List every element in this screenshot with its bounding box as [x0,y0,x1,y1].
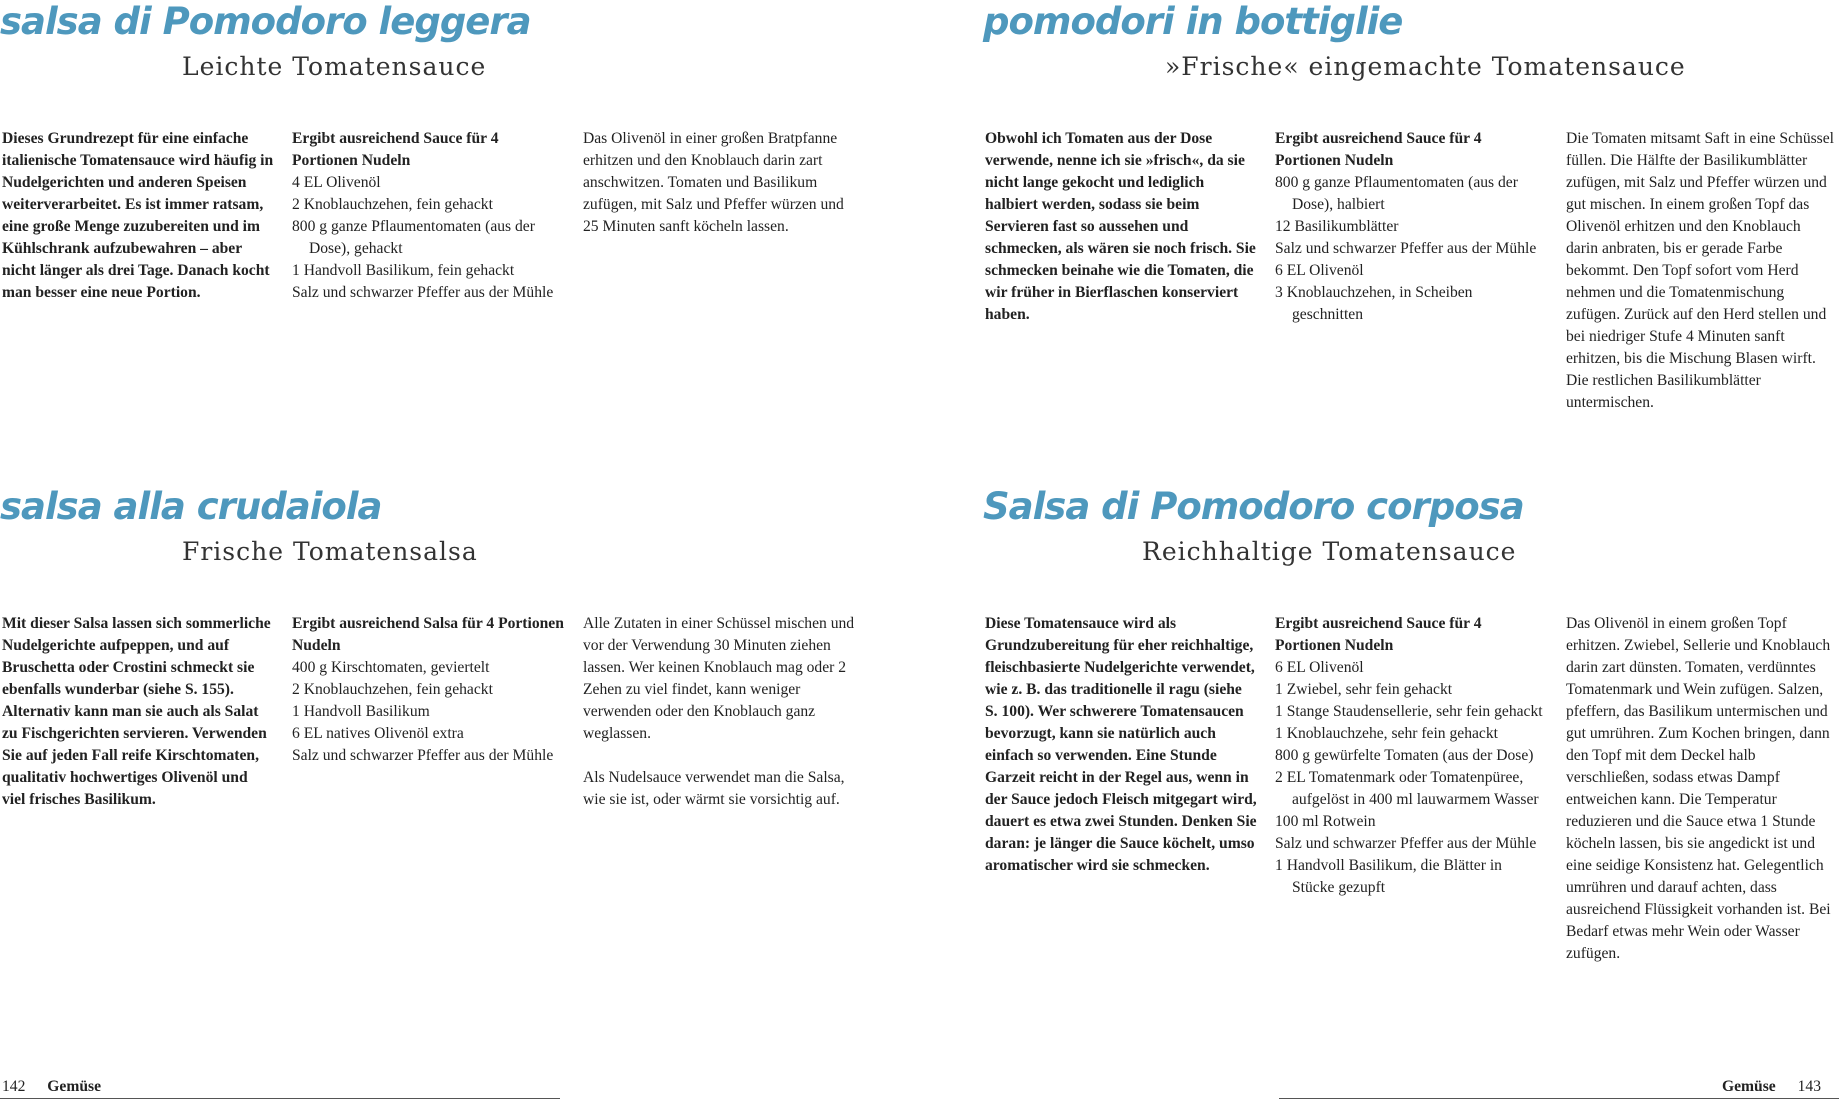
recipe-italian-title: salsa alla crudaiola [0,485,382,528]
section-name-left: Gemüse [47,1078,101,1095]
ingredient: 2 Knoblauchzehen, fein gehackt [292,681,493,698]
method-paragraph: Das Olivenöl in einer großen Bratpfanne erhitzen und den Knoblauch darin zart anschwitzen. Tomaten und Basilikum zufügen, mit Salz und Pfeffer würzen und 25 Minuten sanft köcheln lassen. [583,130,844,235]
ingredient: 1 Handvoll Basilikum, fein gehackt [292,262,515,279]
recipe-ingredients [1275,613,1547,899]
ingredient: 800 g gewürfelte Tomaten (aus der Dose) [1275,747,1534,764]
recipe-ingredients [292,613,564,767]
ingredient: 100 ml Rotwein [1275,813,1376,830]
footer-rule-left [0,1098,560,1099]
recipe-german-title: Frische Tomatensalsa [182,537,478,566]
ingredient: 400 g Kirschtomaten, geviertelt [292,659,490,676]
ingredient: 2 Knoblauchzehen, fein gehackt [292,196,493,213]
footer-rule-right [1279,1098,1839,1099]
recipe-german-title: Reichhaltige Tomatensauce [1142,537,1517,566]
ingredient: Salz und schwarzer Pfeffer aus der Mühle [1275,835,1537,852]
recipe-yield: Ergibt ausreichend Salsa für 4 Portionen Nudeln [292,615,564,654]
recipe-method [1566,613,1834,987]
recipe-italian-title: Salsa di Pomodoro corposa [983,485,1524,528]
ingredient: 1 Handvoll Basilikum [292,703,430,720]
ingredient: 4 EL Olivenöl [292,174,381,191]
recipe-intro: Diese Tomatensauce wird als Grundzubereitung für eher reichhaltige, fleischbasierte Nudelgerichte verwendet, wie z. B. das traditionelle il ragu (siehe S. 100). Wer schwerere Tomatensaucen bevorzugt, kann sie natürlich auch einfach so verwenden. Eine Stunde Garzeit reicht in der Regel aus, wenn in der Sauce jedoch Fleisch mitgegart wird, dauert es etwa zwei Stunden. Denken Sie daran: je länger die Sauce köchelt, umso aromatischer wird sie schmecken. [985,615,1257,874]
recipe-4 [983,485,1839,1005]
recipe-method [583,613,855,833]
recipe-intro: Dieses Grundrezept für eine einfache italienische Tomatensauce wird häufig in Nudelgerichten und anderen Speisen weiterverarbeitet. Es ist immer ratsam, eine große Menge zuzubereiten und im Kühlschrank aufzubewahren – aber nicht länger als drei Tage. Danach kocht man besser eine neue Portion. [2,130,274,301]
ingredient: Salz und schwarzer Pfeffer aus der Mühle [292,284,554,301]
recipe-intro: Mit dieser Salsa lassen sich sommerliche Nudelgerichte aufpeppen, und auf Bruschetta oder Crostini schmeckt sie ebenfalls wunderbar (siehe S. 155). Alternativ kann man sie auch als Salat zu Fischgerichten servieren. Verwenden Sie auf jeden Fall reife Kirschtomaten, qualitativ hochwertiges Olivenöl und viel frisches Basilikum. [2,615,271,808]
ingredient: 1 Knoblauchzehe, sehr fein gehackt [1275,725,1498,742]
recipe-intro: Obwohl ich Tomaten aus der Dose verwende, nenne ich sie »frisch«, da sie nicht lange gekocht und lediglich halbiert werden, sodass sie beim Servieren fast so aussehen und schmecken, als wären sie noch frisch. Sie schmecken beinahe wie die Tomaten, die wir früher in Bierflaschen konserviert haben. [985,130,1256,323]
ingredient: 6 EL natives Olivenöl extra [292,725,464,742]
recipe-method [583,128,855,260]
ingredient: 1 Zwiebel, sehr fein gehackt [1275,681,1453,698]
recipe-german-title: »Frische« eingemachte Tomatensauce [1165,52,1686,81]
ingredient: 1 Stange Staudensellerie, sehr fein gehackt [1275,703,1543,720]
recipe-1 [0,0,880,470]
page-number-left: 142 [2,1078,26,1095]
footer-left [2,1078,101,1096]
ingredient: 800 g ganze Pflaumentomaten (aus der Dose), gehackt [292,218,535,257]
ingredient: Salz und schwarzer Pfeffer aus der Mühle [1275,240,1537,257]
recipe-yield: Ergibt ausreichend Sauce für 4 Portionen Nudeln [1275,615,1482,654]
recipe-2 [983,0,1839,470]
ingredient: 800 g ganze Pflaumentomaten (aus der Dose), halbiert [1275,174,1518,213]
footer-right [1722,1078,1821,1096]
method-paragraph: Als Nudelsauce verwendet man die Salsa, wie sie ist, oder wärmt sie vorsichtig auf. [583,769,845,808]
ingredient: 6 EL Olivenöl [1275,659,1364,676]
recipe-german-title: Leichte Tomatensauce [182,52,487,81]
page-number-right: 143 [1797,1078,1821,1095]
recipe-italian-title: pomodori in bottiglie [983,0,1403,43]
method-paragraph: Das Olivenöl in einem großen Topf erhitzen. Zwiebel, Sellerie und Knoblauch darin zart dünsten. Tomaten, verdünntes Tomatenmark und Wein zufügen. Salzen, pfeffern, das Basilikum untermischen und gut umrühren. Zum Kochen bringen, dann den Topf mit dem Deckel halb verschließen, sodass etwas Dampf entweichen kann. Die Temperatur reduzieren und die Sauce etwa 1 Stunde köcheln lassen, bis sie angedickt ist und eine seidige Konsistenz hat. Gelegentlich umrühren und darauf achten, dass ausreichend Flüssigkeit vorhanden ist. Bei Bedarf etwas mehr Wein oder Wasser zufügen. [1566,615,1831,962]
recipe-ingredients [1275,128,1547,326]
section-name-right: Gemüse [1722,1078,1776,1095]
ingredient: 6 EL Olivenöl [1275,262,1364,279]
recipe-yield: Ergibt ausreichend Sauce für 4 Portionen Nudeln [1275,130,1482,169]
ingredient: 12 Basilikumblätter [1275,218,1399,235]
ingredient: 2 EL Tomatenmark oder Tomatenpüree, aufgelöst in 400 ml lauwarmem Wasser [1275,769,1539,808]
ingredient: 1 Handvoll Basilikum, die Blätter in Stücke gezupft [1275,857,1502,896]
recipe-3 [0,485,880,985]
recipe-yield: Ergibt ausreichend Sauce für 4 Portionen Nudeln [292,130,499,169]
ingredient: 3 Knoblauchzehen, in Scheiben geschnitten [1275,284,1473,323]
recipe-method [1566,128,1834,436]
method-paragraph: Alle Zutaten in einer Schüssel mischen und vor der Verwendung 30 Minuten ziehen lassen. Wer keinen Knoblauch mag oder 2 Zehen zu viel findet, kann weniger verwenden oder den Knoblauch ganz weglassen. [583,615,855,742]
recipe-italian-title: salsa di Pomodoro leggera [0,0,531,43]
ingredient: Salz und schwarzer Pfeffer aus der Mühle [292,747,554,764]
recipe-ingredients [292,128,564,304]
method-paragraph: Die Tomaten mitsamt Saft in eine Schüssel füllen. Die Hälfte der Basilikumblätter zufügen, mit Salz und Pfeffer würzen und gut mischen. In einem großen Topf das Olivenöl erhitzen und den Knoblauch darin anbraten, bis er gerade Farbe bekommt. Den Topf sofort vom Herd nehmen und die Tomatenmischung zufügen. Zurück auf den Herd stellen und bei niedriger Stufe 4 Minuten sanft erhitzen, bis die Mischung Blasen wirft. Die restlichen Basilikumblätter untermischen. [1566,130,1835,411]
